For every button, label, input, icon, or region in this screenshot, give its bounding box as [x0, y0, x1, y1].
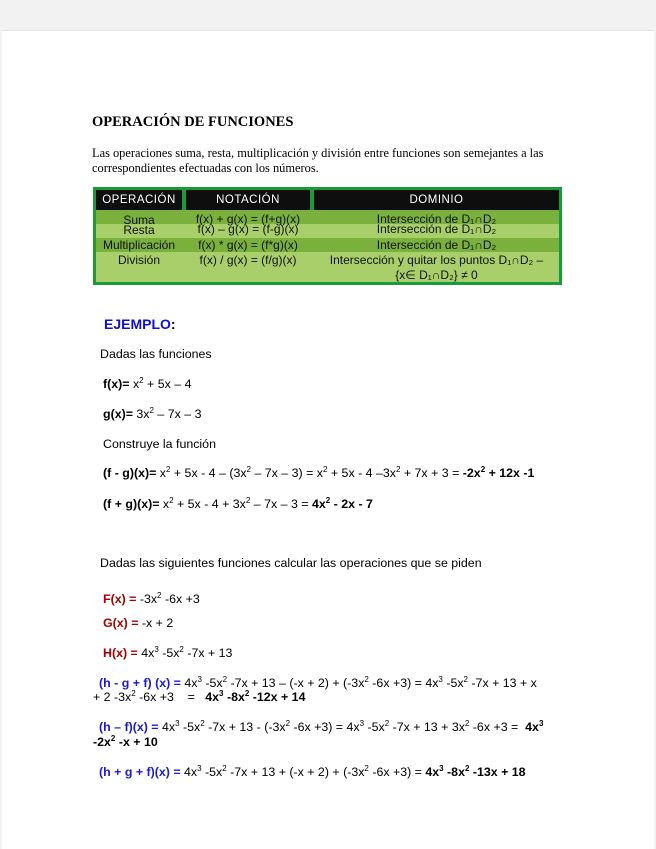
header-notacion: NOTACIÓN [216, 194, 280, 206]
G-definition: G(x) = -x + 2 [103, 616, 174, 630]
op1-line-2: + 2 $-3x^2$ -6x +3 = $4x^3$ $-8x^2$ -12x + 14 [93, 689, 306, 704]
intro-line-2: correspondientes efectuadas con los números. [92, 161, 319, 175]
header-dominio: DOMINIO [409, 194, 464, 206]
row-div-op: División [117, 253, 160, 267]
example-heading: EJEMPLO: [104, 316, 176, 332]
construct-text: Construye la función [103, 437, 216, 451]
F-definition: $F(x) = -3x^2$ -6x +3 [103, 591, 200, 606]
row-suma-domain: Intersección de D₁∩D₂ [376, 212, 497, 226]
op2-line-2: $-2x^2$ -x + 10 [93, 734, 158, 749]
row-mult-notation: f(x) * g(x) = (f*g)(x) [198, 238, 298, 252]
op2-line-1: $(h - f)(x) = 4x^3$ $-5x^2$ $-7x + 13 - (-3x^2$ $-6x +3) = 4x^3$ $-5x^2$ $-7x + 13 + 3x^2$ $-6x +3 = 4x^3$ [99, 719, 544, 734]
row-mult-op: Multiplicación [102, 238, 176, 252]
f-definition: $f(x)= x^2 + 5x - 4$ [103, 376, 192, 391]
row-div-domain-2: {x∈ D₁∩D₂} ≠ 0 [395, 268, 478, 282]
row-suma-op: Suma [123, 213, 155, 227]
operations-table [93, 187, 562, 285]
row-mult-domain: Intersección de D₁∩D₂ [376, 238, 497, 252]
f-plus-g: $(f + g)(x)= x^2 + 5x - 4 + 3x^2 - 7x - 3 = 4x^2 - 2x - 7$ [103, 496, 373, 511]
table-header [96, 190, 559, 210]
op1-line-1: (h - g + f) $(x) = 4x^3$ $-5x^2$ $-7x + 13 - (-x + 2) + (-3x^2$ $-6x +3) = 4x^3$ $-5x^2$ -7x + 13 + x [99, 675, 537, 690]
op3-line-1: $(h + g + f)(x) = 4x^3$ $-5x^2$ $-7x + 13 + (-x + 2) + (-3x^2$ $-6x +3) = 4x^3$ $-8x^2$ -13x + 18 [99, 764, 526, 779]
row-resta-domain: Intersección de D₁∩D₂ [376, 222, 497, 236]
header-operacion: OPERACIÓN [102, 194, 176, 206]
g-definition: $g(x)= 3x^2 - 7x - 3$ [103, 406, 202, 421]
row-div-notation: f(x) / g(x) = (f/g)(x) [199, 253, 297, 267]
row-resta-op: Resta [123, 223, 155, 237]
f-minus-g: $(f - g)(x)= x^2 + 5x - 4 - (3x^2 - 7x - 3) = x^2 + 5x - 4$ $-3x^2 + 7x + 3 = -2x^2 + 12x$ -1 [103, 465, 535, 480]
page-title: OPERACIÓN DE FUNCIONES [92, 114, 294, 130]
intro-line-1: Las operaciones suma, resta, multiplicación y división entre funciones son semejantes a las [92, 146, 544, 160]
row-suma-notation: f(x) + g(x) = (f+g)(x) [195, 212, 301, 226]
row-div-domain: Intersección y quitar los puntos D₁∩D₂ – [329, 253, 544, 267]
exercise-intro: Dadas las siguientes funciones calcular las operaciones que se piden [100, 556, 482, 570]
row-resta-notation: f(x) – g(x) = (f-g)(x) [197, 222, 299, 236]
example-given: Dadas las funciones [100, 347, 212, 361]
H-definition: $H(x) = 4x^3$ $-5x^2$ -7x + 13 [103, 645, 233, 660]
